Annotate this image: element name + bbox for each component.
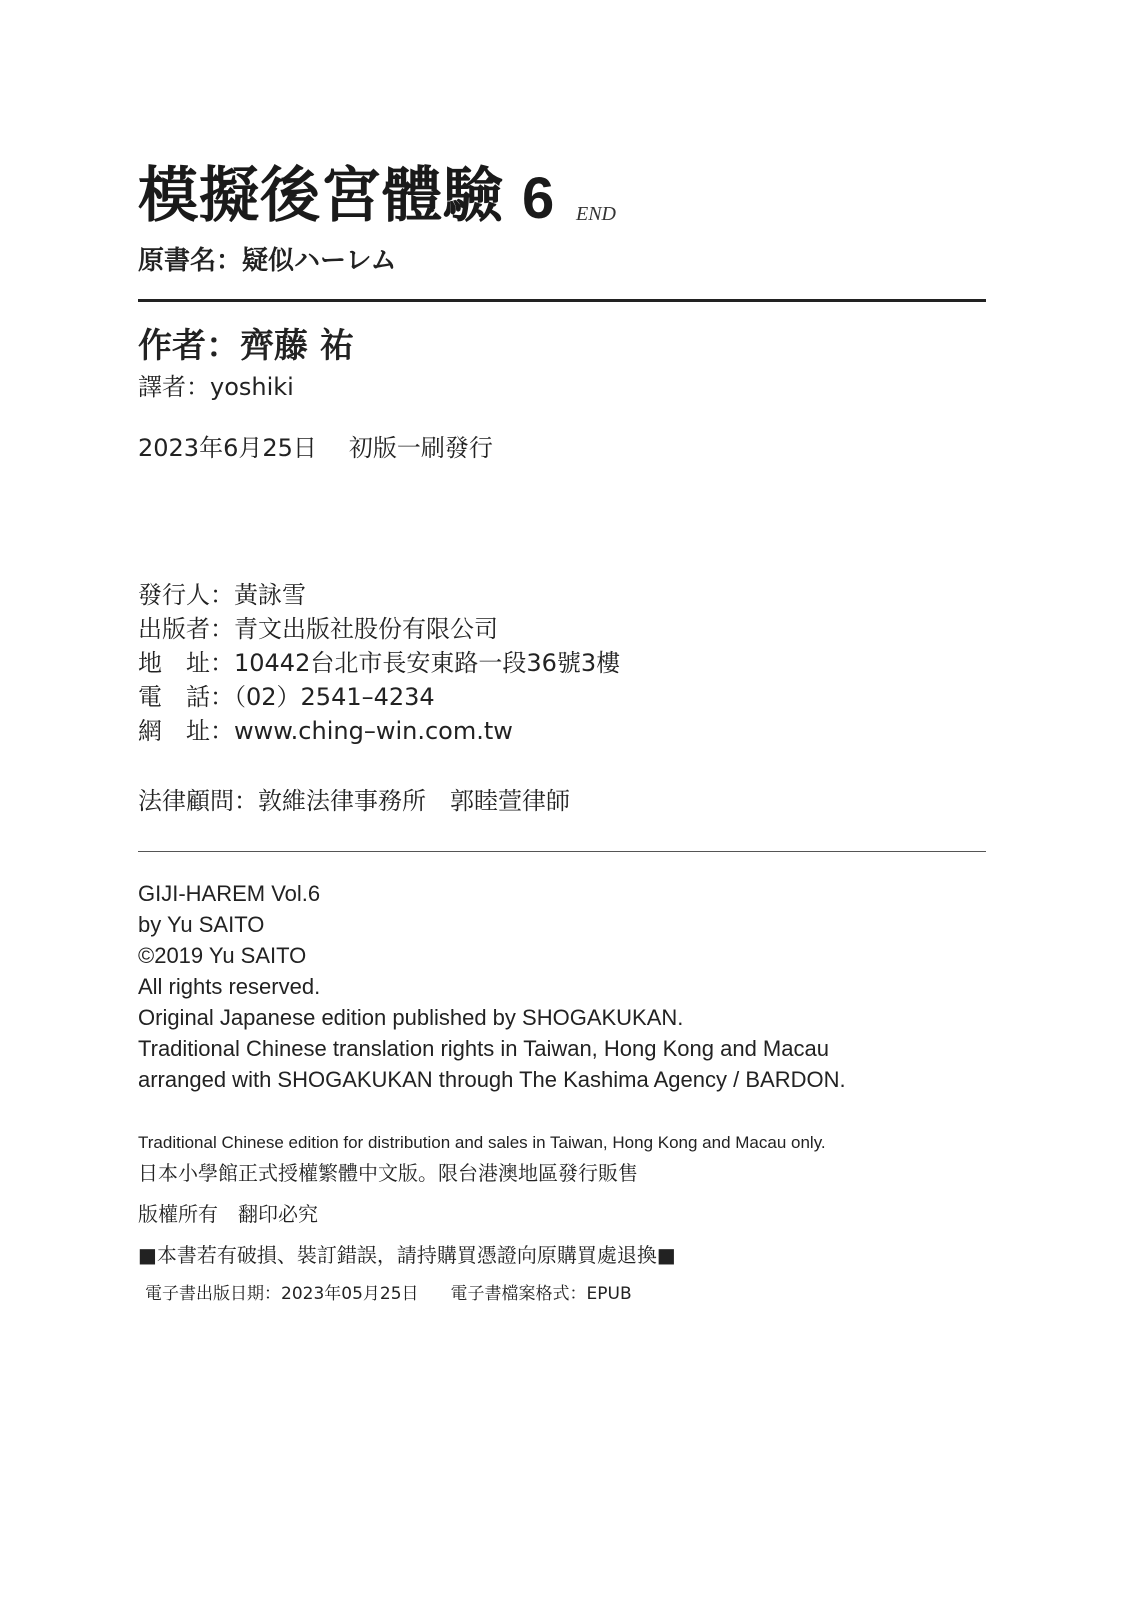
ebook-format: 電子書檔案格式：EPUB xyxy=(450,1284,632,1304)
legal-counsel-line: 法律顧問：敦維法律事務所 郭睦萱律師 xyxy=(138,787,570,815)
english-credit-line: GIJI-HAREM Vol.6 xyxy=(138,881,321,906)
author-line: 作者：齊藤 祐 xyxy=(138,326,354,366)
issuer-line: 發行人：黃詠雪 xyxy=(138,581,306,609)
website-line: 網 址：www.ching–win.com.tw xyxy=(138,717,513,745)
translator-line: 譯者：yoshiki xyxy=(138,373,294,401)
end-mark: END xyxy=(576,203,616,225)
publisher-line: 出版者：青文出版社股份有限公司 xyxy=(138,615,498,643)
publication-line xyxy=(138,433,493,463)
book-title: 模擬後宮體驗 xyxy=(138,161,504,231)
ebook-info-line xyxy=(145,1283,632,1305)
publication-date: 2023年6月25日 xyxy=(138,434,317,462)
distribution-notice-zh: 日本小學館正式授權繁體中文版。限台港澳地區發行販售 xyxy=(138,1161,638,1185)
english-credit-line: Traditional Chinese translation rights in Taiwan, Hong Kong and Macau xyxy=(138,1036,829,1061)
english-credit-line: ©2019 Yu SAITO xyxy=(138,943,307,968)
distribution-notice-en: Traditional Chinese edition for distribution and sales in Taiwan, Hong Kong and Macau only. xyxy=(138,1133,826,1152)
defect-notice: ■本書若有破損、裝訂錯誤，請持購買憑證向原購買處退換■ xyxy=(138,1243,676,1267)
section-divider xyxy=(138,851,986,852)
title-divider xyxy=(138,299,986,302)
original-title: 原書名：疑似ハーレム xyxy=(138,246,397,276)
english-credit-line: Original Japanese edition published by SHOGAKUKAN. xyxy=(138,1005,684,1030)
publication-edition: 初版一刷發行 xyxy=(348,434,493,462)
phone-line: 電 話：（02）2541–4234 xyxy=(138,683,435,711)
volume-number: 6 xyxy=(522,166,555,231)
english-credit-line: by Yu SAITO xyxy=(138,912,265,937)
ebook-date: 電子書出版日期：2023年05月25日 xyxy=(145,1284,419,1304)
english-credit-line: arranged with SHOGAKUKAN through The Kashima Agency / BARDON. xyxy=(138,1067,846,1092)
copyright-notice: 版權所有 翻印必究 xyxy=(138,1202,318,1226)
address-line: 地 址：10442台北市長安東路一段36號3樓 xyxy=(138,649,621,677)
english-credit-line: All rights reserved. xyxy=(138,974,321,999)
